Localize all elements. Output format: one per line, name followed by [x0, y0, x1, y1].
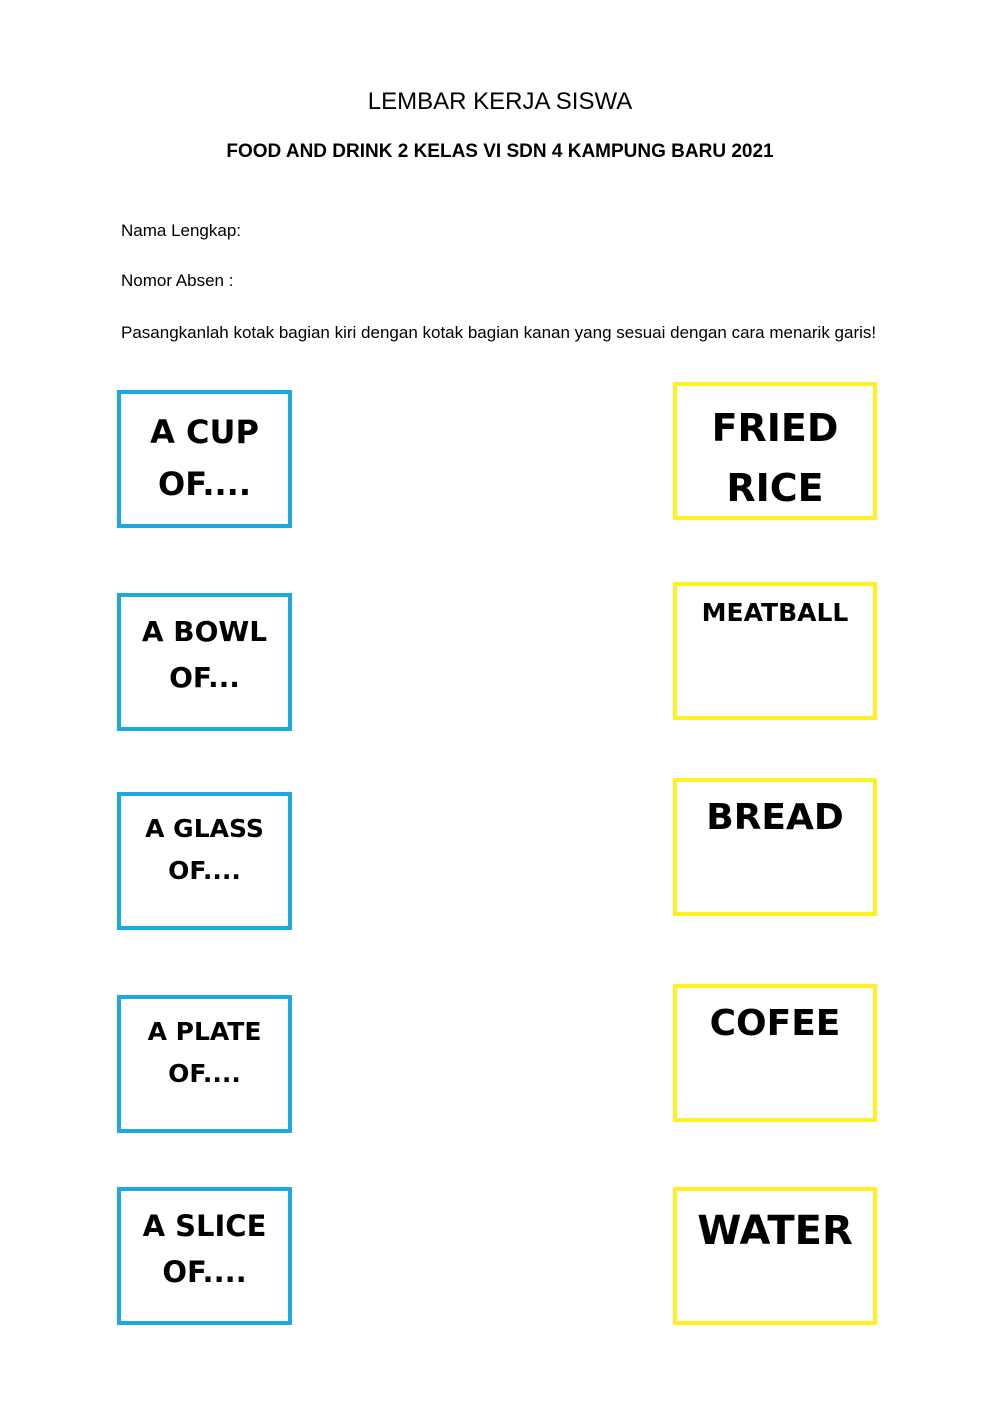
left-box-label: A PLATE OF....	[147, 1017, 262, 1088]
right-box-cofee[interactable]	[673, 984, 877, 1122]
name-field-label: Nama Lengkap:	[121, 221, 242, 240]
left-box-cup[interactable]	[117, 390, 292, 528]
number-field-label: Nomor Absen :	[121, 271, 234, 290]
left-box-slice[interactable]	[117, 1187, 292, 1325]
right-box-meatball[interactable]	[673, 582, 877, 720]
right-box-water[interactable]	[673, 1187, 877, 1325]
page-title: LEMBAR KERJA SISWA	[367, 88, 633, 115]
right-box-label: COFEE	[709, 1003, 841, 1044]
left-box-label: A GLASS OF....	[145, 814, 264, 885]
right-box-label: MEATBALL	[701, 598, 849, 627]
left-box-glass[interactable]	[117, 792, 292, 930]
left-box-label: A CUP OF....	[150, 413, 259, 503]
left-box-label: A BOWL OF...	[141, 615, 268, 694]
right-box-label: WATER	[697, 1208, 853, 1254]
right-box-label: BREAD	[706, 797, 844, 838]
right-box-bread[interactable]	[673, 778, 877, 916]
left-box-plate[interactable]	[117, 995, 292, 1133]
left-box-bowl[interactable]	[117, 593, 292, 731]
left-box-label: A SLICE OF....	[142, 1209, 267, 1289]
right-box-label: FRIED RICE	[711, 406, 839, 510]
instruction-text: Pasangkanlah kotak bagian kiri dengan kotak bagian kanan yang sesuai dengan cara menarik garis!	[121, 323, 877, 342]
right-box-fried-rice[interactable]	[673, 382, 877, 520]
page-subtitle: FOOD AND DRINK 2 KELAS VI SDN 4 KAMPUNG BARU 2021	[226, 141, 774, 162]
